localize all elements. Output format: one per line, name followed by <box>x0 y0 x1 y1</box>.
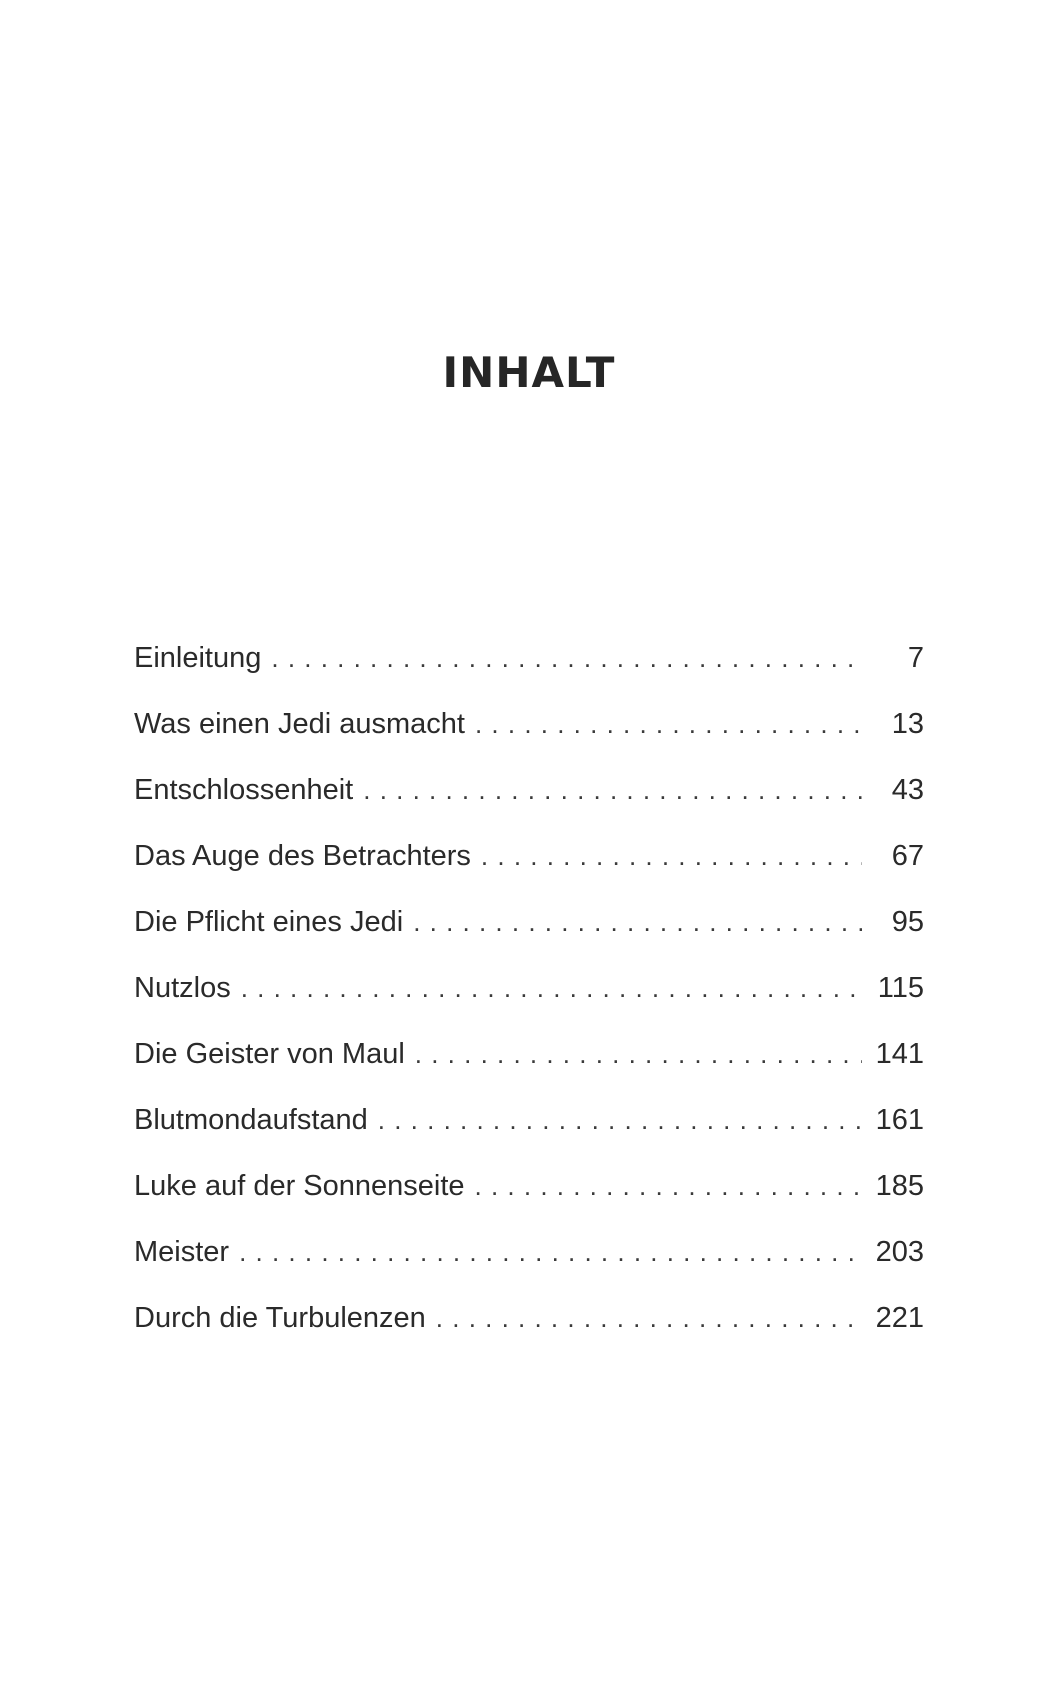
toc-entry <box>134 1021 924 1087</box>
dot-leader <box>239 1219 862 1285</box>
toc-entry-page: 7 <box>907 642 924 674</box>
toc-entry-title: Die Pflicht eines Jedi <box>134 906 404 938</box>
dot-leader <box>271 625 862 691</box>
dot-leader <box>378 1087 862 1153</box>
toc-entry <box>134 1153 924 1219</box>
dot-leader <box>363 757 862 823</box>
toc-entry-title: Blutmondaufstand <box>134 1104 368 1136</box>
toc-entry-title: Meister <box>134 1236 230 1268</box>
toc-entry-page: 185 <box>875 1170 924 1202</box>
toc-entry-title: Luke auf der Sonnenseite <box>134 1170 465 1202</box>
dot-leader <box>413 889 862 955</box>
table-of-contents <box>134 625 924 1351</box>
toc-entry <box>134 757 924 823</box>
dot-leader <box>415 1021 862 1087</box>
dot-leader <box>475 1153 862 1219</box>
toc-entry <box>134 823 924 889</box>
toc-entry-title: Das Auge des Betrachters <box>134 840 471 872</box>
toc-entry-title: Entschlossenheit <box>134 774 354 806</box>
toc-entry <box>134 1087 924 1153</box>
toc-entry <box>134 625 924 691</box>
dot-leader <box>241 955 862 1021</box>
toc-entry-page: 43 <box>891 774 924 806</box>
toc-entry-page: 13 <box>891 708 924 740</box>
dot-leader <box>481 823 862 889</box>
toc-entry-page: 161 <box>875 1104 924 1136</box>
toc-entry-title: Die Geister von Maul <box>134 1038 405 1070</box>
toc-entry <box>134 1285 924 1351</box>
toc-entry-title: Nutzlos <box>134 972 231 1004</box>
toc-entry-title: Was einen Jedi ausmacht <box>134 708 465 740</box>
toc-entry <box>134 691 924 757</box>
dot-leader <box>475 691 862 757</box>
toc-entry-page: 221 <box>875 1302 924 1334</box>
toc-entry-page: 67 <box>891 840 924 872</box>
toc-entry <box>134 955 924 1021</box>
toc-entry-page: 141 <box>875 1038 924 1070</box>
toc-entry <box>134 889 924 955</box>
dot-leader <box>436 1285 862 1351</box>
toc-entry-title: Einleitung <box>134 642 262 674</box>
toc-entry <box>134 1219 924 1285</box>
toc-entry-page: 115 <box>877 972 924 1004</box>
toc-entry-page: 203 <box>875 1236 924 1268</box>
page-title: INHALT <box>442 348 616 397</box>
toc-entry-page: 95 <box>891 906 924 938</box>
toc-entry-title: Durch die Turbulenzen <box>134 1302 426 1334</box>
